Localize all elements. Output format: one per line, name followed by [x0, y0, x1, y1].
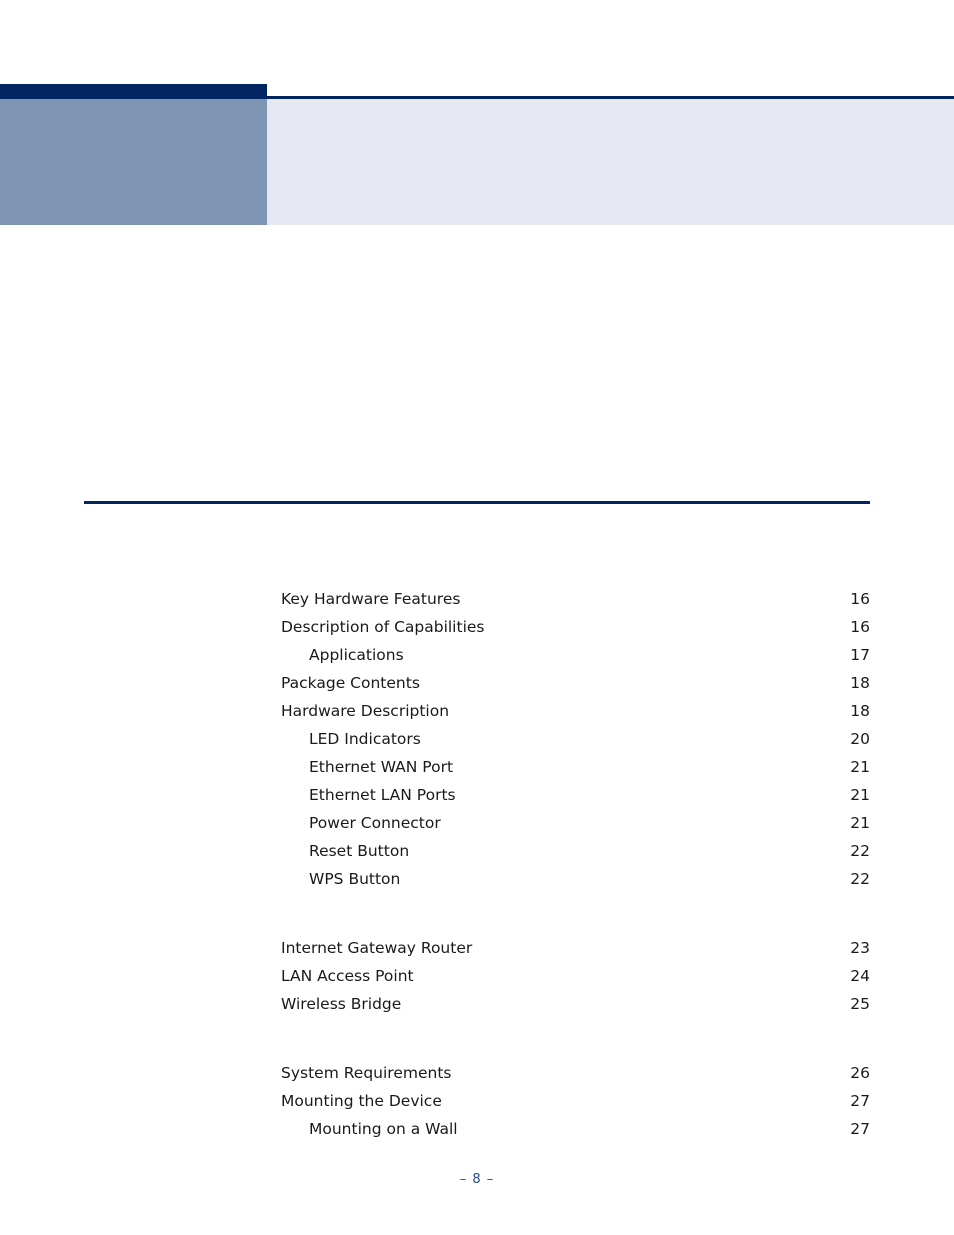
toc-entry-label: Wireless Bridge [281, 995, 402, 1013]
toc-entry-page-number: 21 [850, 758, 870, 776]
toc-entry-page-number: 18 [850, 702, 870, 720]
toc-subentry[interactable] [281, 1115, 870, 1143]
toc-entry-page-number: 16 [850, 618, 870, 636]
toc-entry-page-number: 26 [850, 1064, 870, 1082]
toc-entry-label: Power Connector [309, 814, 441, 832]
toc-entry[interactable] [281, 1059, 870, 1087]
toc-entry-page-number: 21 [850, 814, 870, 832]
toc-entry[interactable] [281, 962, 870, 990]
toc-entry[interactable] [281, 669, 870, 697]
toc-subentry[interactable] [281, 865, 870, 893]
toc-entry-label: Hardware Description [281, 702, 450, 720]
toc-entry-page-number: 27 [850, 1120, 870, 1138]
toc-subentry[interactable] [281, 809, 870, 837]
toc-entry-page-number: 24 [850, 967, 870, 985]
page-number: – 8 – [459, 1172, 495, 1187]
toc-entry-label: Mounting the Device [281, 1092, 442, 1110]
toc-entry-label: LED Indicators [309, 730, 421, 748]
toc-entry[interactable] [281, 613, 870, 641]
toc-entry-page-number: 20 [850, 730, 870, 748]
toc-entry[interactable] [281, 585, 870, 613]
toc-entry-page-number: 21 [850, 786, 870, 804]
toc-subentry[interactable] [281, 725, 870, 753]
toc-group [281, 1059, 870, 1143]
toc-entry-label: Description of Capabilities [281, 618, 485, 636]
table-of-contents [281, 585, 870, 1143]
toc-entry-page-number: 23 [850, 939, 870, 957]
toc-entry-page-number: 25 [850, 995, 870, 1013]
header-dark-accent-bar [0, 84, 267, 99]
toc-entry-page-number: 18 [850, 674, 870, 692]
toc-entry-label: System Requirements [281, 1064, 452, 1082]
toc-group [281, 585, 870, 893]
toc-entry[interactable] [281, 990, 870, 1018]
toc-entry-label: Internet Gateway Router [281, 939, 473, 957]
toc-group [281, 934, 870, 1018]
toc-subentry[interactable] [281, 641, 870, 669]
header-chapter-number-block [0, 99, 267, 225]
toc-entry-label: Mounting on a Wall [309, 1120, 458, 1138]
toc-entry-page-number: 17 [850, 646, 870, 664]
toc-subentry[interactable] [281, 753, 870, 781]
toc-entry-page-number: 22 [850, 870, 870, 888]
toc-entry[interactable] [281, 697, 870, 725]
toc-entry-label: Package Contents [281, 674, 420, 692]
section-divider-rule [84, 501, 870, 504]
toc-entry-page-number: 22 [850, 842, 870, 860]
toc-entry-label: LAN Access Point [281, 967, 414, 985]
toc-entry-label: Reset Button [309, 842, 410, 860]
toc-entry-label: Ethernet WAN Port [309, 758, 454, 776]
toc-entry[interactable] [281, 934, 870, 962]
toc-subentry[interactable] [281, 781, 870, 809]
toc-entry-label: Applications [309, 646, 404, 664]
toc-entry-page-number: 16 [850, 590, 870, 608]
toc-entry[interactable] [281, 1087, 870, 1115]
toc-entry-label: Ethernet LAN Ports [309, 786, 456, 804]
header-chapter-title-block [267, 99, 954, 225]
toc-entry-page-number: 27 [850, 1092, 870, 1110]
toc-entry-label: WPS Button [309, 870, 401, 888]
toc-subentry[interactable] [281, 837, 870, 865]
toc-entry-label: Key Hardware Features [281, 590, 461, 608]
